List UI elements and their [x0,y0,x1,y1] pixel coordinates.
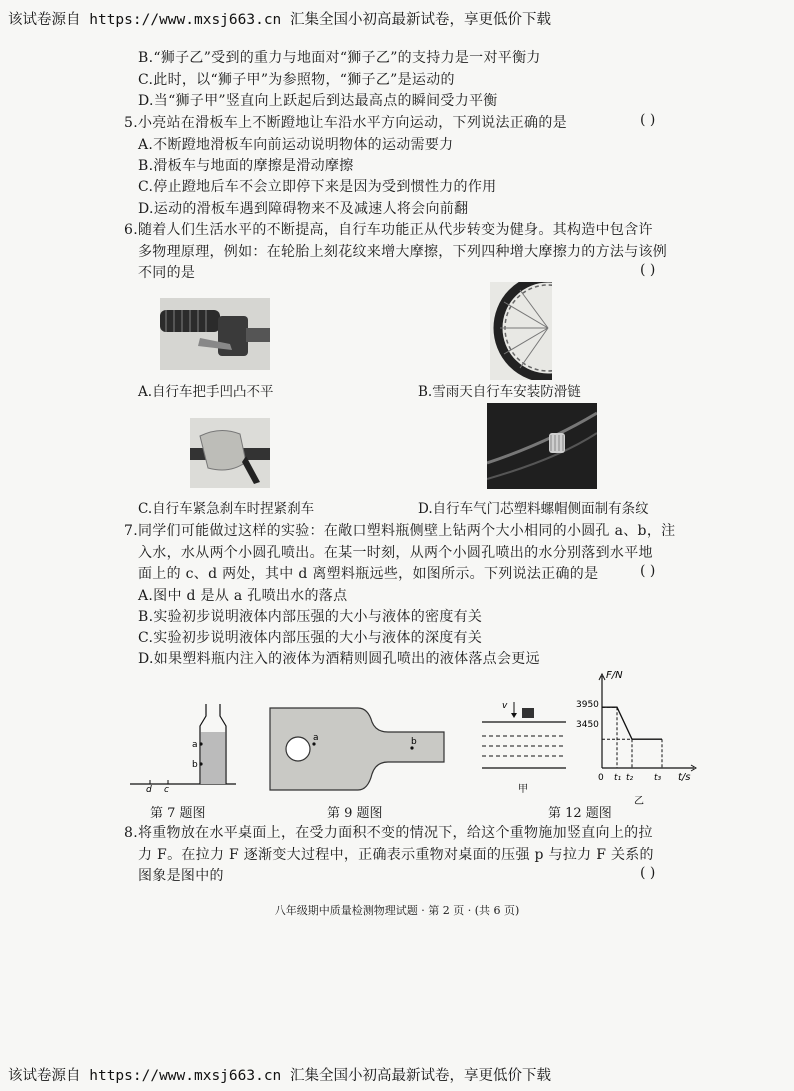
figure-9-caption: 第 9 题图 [327,806,383,821]
fig12-origin-label: 0 [598,773,604,783]
snow-chain-wheel-photo [490,282,552,380]
q6-option-d: D.自行车气门芯塑料螺帽侧面制有条纹 [418,501,649,517]
fig12-xtick-t2: t₂ [626,773,634,783]
fig7-point-c-label: c [164,785,169,795]
q7-option-b: B.实验初步说明液体内部压强的大小与液体的密度有关 [138,609,483,625]
page-footer: 八年级期中质量检测物理试题 · 第 2 页 · (共 6 页) [274,904,520,917]
q8-stem-line3: 图象是图中的 [138,868,224,884]
fig12-ytick-3450: 3450 [576,720,599,730]
q4-option-c: C.此时，以“狮子甲”为参照物，“狮子乙”是运动的 [138,72,455,88]
figure-12-caption: 第 12 题图 [548,806,612,821]
fig12-jia-label: 甲 [518,784,528,795]
q5-option-a: A.不断蹬地滑板车向前运动说明物体的运动需要力 [138,137,454,153]
figure-7-caption: 第 7 题图 [150,806,206,821]
q7-answer-paren: ( ) [640,563,656,579]
q8-answer-paren: ( ) [640,865,656,881]
fig7-hole-b-label: b [192,760,198,770]
q6-answer-paren: ( ) [640,262,656,278]
fig9-point-a-label: a [313,733,319,743]
q6-option-b: B.雪雨天自行车安装防滑链 [418,384,581,400]
q5-option-c: C.停止蹬地后车不会立即停下来是因为受到惯性力的作用 [138,179,497,195]
q6-stem-line1: 6.随着人们生活水平的不断提高，自行车功能正从代步转变为健身。其构造中包含许 [124,222,653,238]
q5-option-b: B.滑板车与地面的摩擦是滑动摩擦 [138,158,354,174]
q7-option-d: D.如果塑料瓶内注入的液体为酒精则圆孔喷出的液体落点会更远 [138,651,540,667]
q4-option-b: B.“狮子乙”受到的重力与地面对“狮子乙”的支持力是一对平衡力 [138,50,541,66]
hand-brake-photo [190,418,270,488]
q8-stem-line1: 8.将重物放在水平桌面上，在受力面积不变的情况下，给这个重物施加竖直向上的拉 [124,825,653,841]
q6-option-a: A.自行车把手凹凸不平 [138,384,274,400]
q6-option-c: C.自行车紧急刹车时捏紧刹车 [138,501,315,517]
q7-stem-line3: 面上的 c、d 两处，其中 d 离塑料瓶远些，如图所示。下列说法正确的是 [138,566,599,582]
fig12-velocity-label: v [502,701,508,711]
handlebar-grip-photo [160,298,270,370]
fig12-ytick-3950: 3950 [576,700,599,710]
q4-option-d: D.当“狮子甲”竖直向上跃起后到达最高点的瞬间受力平衡 [138,93,498,109]
valve-cap-photo [487,403,597,489]
fig12-yi-label: 乙 [634,796,644,807]
source-watermark-top: 该试卷源自 https://www.mxsj663.cn 汇集全国小初高最新试卷，享更低价下载 [8,12,552,28]
q5-option-d: D.运动的滑板车遇到障碍物来不及减速人将会向前翻 [138,201,469,217]
fig7-point-d-label: d [146,785,152,795]
q7-stem-line2: 入水，水从两个小圆孔喷出。在某一时刻，从两个小圆孔喷出的水分别落到水平地 [138,545,653,561]
figure-9-pipe-diagram [266,704,448,796]
q7-option-a: A.图中 d 是从 a 孔喷出水的落点 [138,588,348,604]
q7-option-c: C.实验初步说明液体内部压强的大小与液体的深度有关 [138,630,483,646]
fig7-hole-a-label: a [192,740,198,750]
q6-stem-line2: 多物理原理，例如：在轮胎上刻花纹来增大摩擦，下列四种增大摩擦力的方法与该例 [138,244,668,260]
source-watermark-bottom: 该试卷源自 https://www.mxsj663.cn 汇集全国小初高最新试卷，享更低价下载 [8,1068,552,1084]
fig12-yaxis-label: F/N [606,670,623,681]
q5-answer-paren: ( ) [640,112,656,128]
q5-stem: 5.小亮站在滑板车上不断蹬地让车沿水平方向运动，下列说法正确的是 [124,115,567,131]
q8-stem-line2: 力 F。在拉力 F 逐渐变大过程中，正确表示重物对桌面的压强 p 与拉力 F 关系的 [138,847,654,863]
fig12-xtick-t3: t₃ [654,773,662,783]
fig12-xaxis-label: t/s [678,772,691,783]
fig12-xtick-t1: t₁ [614,773,622,783]
fig12-force-series-line [602,707,662,739]
fig9-point-b-label: b [411,737,417,747]
figure-12-jia-diagram [478,688,570,798]
figure-12-force-time-chart [572,668,702,808]
figure-7-bottle-diagram [128,700,240,800]
q6-stem-line3: 不同的是 [138,265,196,281]
q7-stem-line1: 7.同学们可能做过这样的实验：在敞口塑料瓶侧壁上钻两个大小相同的小圆孔 a、b，注 [124,523,676,539]
